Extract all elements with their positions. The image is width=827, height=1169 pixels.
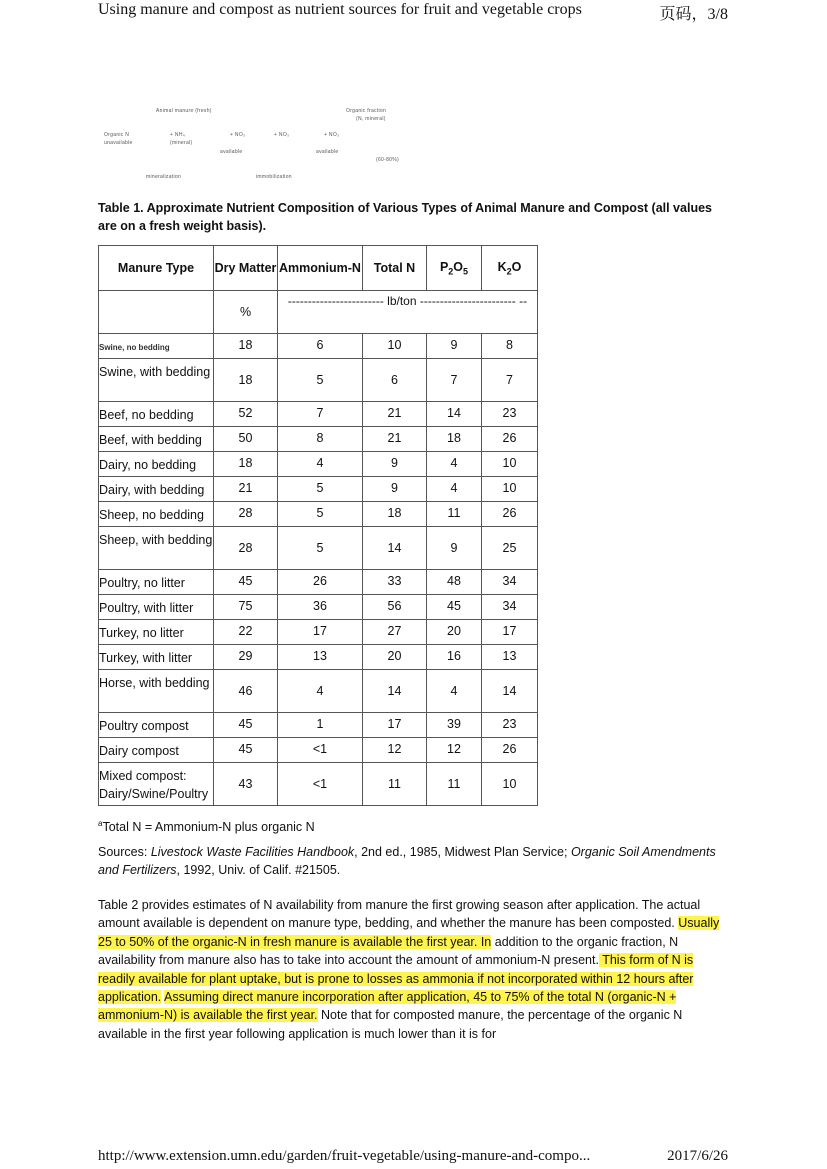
diagram-label: (N, mineral) — [356, 116, 386, 122]
cell-value: 14 — [363, 527, 427, 570]
cell-value: 18 — [214, 334, 278, 359]
cell-value: 6 — [363, 359, 427, 402]
cell-value: 26 — [482, 427, 538, 452]
cell-value: 34 — [482, 570, 538, 595]
cell-value: 17 — [482, 620, 538, 645]
cell-value: 5 — [278, 527, 363, 570]
cell-manure-type: Poultry, no litter — [99, 570, 214, 595]
cell-value: 18 — [427, 427, 482, 452]
cell-value: 17 — [363, 713, 427, 738]
diagram-label: + NO₃ — [324, 132, 340, 138]
units-lb-per-ton: ------------------------ lb/ton ------------------------ -- — [278, 291, 538, 334]
cell-value: 21 — [214, 477, 278, 502]
cell-manure-type: Sheep, with bedding — [99, 527, 214, 570]
cell-value: 4 — [278, 452, 363, 477]
cell-manure-type: Sheep, no bedding — [99, 502, 214, 527]
table-row — [99, 670, 538, 713]
diagram-label: mineralization — [146, 174, 182, 180]
header-page-number: 页码，3/8 — [659, 6, 728, 23]
cell-manure-type: Poultry, with litter — [99, 595, 214, 620]
table-row — [99, 502, 538, 527]
cell-value: 18 — [214, 359, 278, 402]
cell-value: 5 — [278, 359, 363, 402]
diagram-label: (mineral) — [170, 140, 193, 146]
table-row — [99, 359, 538, 402]
cell-value: 12 — [363, 738, 427, 763]
cell-value: 45 — [214, 738, 278, 763]
body-paragraph: Table 2 provides estimates of N availability from manure the first growing season after application. The actual amount available is dependent on manure type, bedding, and whether the manure has been composted. Usually 25 to 50% of the organic-N in fresh manure is available the first year. In addition to the organic fraction, N availability from manure also has to take into account the amount of ammonium-N present. This form of N is readily available for plant uptake, but is prone to losses as ammonia if not incorporated within 12 hours after application. Assuming direct manure incorporation after application, 45 to 75% of the total N (organic-N + ammonium-N) is available the first year. Note that for composted manure, the percentage of the organic N available in the first year following application is much lower than it is for — [98, 898, 720, 1041]
cell-value: 39 — [427, 713, 482, 738]
cell-value: 20 — [427, 620, 482, 645]
cell-manure-type: Dairy, no bedding — [99, 452, 214, 477]
cell-value: 16 — [427, 645, 482, 670]
cell-value: 6 — [278, 334, 363, 359]
sources-note: Sources: Livestock Waste Facilities Handbook, 2nd ed., 1985, Midwest Plan Service; Organic Soil Amendments and Fertilizers, 1992, Univ. of Calif. #21505. — [98, 845, 716, 877]
cell-manure-type: Poultry compost — [99, 713, 214, 738]
cell-value: 75 — [214, 595, 278, 620]
table-row — [99, 738, 538, 763]
table-row — [99, 477, 538, 502]
col-header-p2o5: $P_2O_5$ — [427, 246, 482, 291]
cell-value: 11 — [427, 763, 482, 806]
diagram-label: available — [220, 149, 243, 155]
cell-manure-type: Turkey, with litter — [99, 645, 214, 670]
table-caption: Table 1. Approximate Nutrient Composition of Various Types of Animal Manure and Compost (all values are on a fresh weight basis). — [98, 201, 712, 233]
cell-value: 34 — [482, 595, 538, 620]
page-header — [98, 0, 728, 24]
page-footer — [98, 1148, 728, 1168]
table-row — [99, 570, 538, 595]
cell-value: 7 — [482, 359, 538, 402]
cell-value: 14 — [482, 670, 538, 713]
cell-value: 48 — [427, 570, 482, 595]
diagram-label: unavailable — [104, 140, 133, 146]
cell-value: 29 — [214, 645, 278, 670]
col-header-dry-matter: Dry Matter — [214, 246, 278, 291]
cell-value: 21 — [363, 427, 427, 452]
cell-value: 14 — [427, 402, 482, 427]
cell-value: 21 — [363, 402, 427, 427]
cell-value: 1 — [278, 713, 363, 738]
cell-value: 9 — [363, 477, 427, 502]
cell-manure-type: Dairy compost — [99, 738, 214, 763]
col-header-manure-type: Manure Type — [99, 246, 214, 291]
diagram-label: available — [316, 149, 339, 155]
table-row — [99, 645, 538, 670]
header-title: Using manure and compost as nutrient sources for fruit and vegetable crops — [98, 1, 582, 18]
cell-value: 45 — [214, 713, 278, 738]
cell-value: 45 — [214, 570, 278, 595]
footer-date: 2017/6/26 — [667, 1148, 728, 1164]
cell-value: 26 — [482, 738, 538, 763]
units-empty-cell — [99, 291, 214, 334]
cell-manure-type: Swine, no bedding — [99, 334, 214, 359]
diagram-label: + NO₃ — [274, 132, 290, 138]
cell-value: 50 — [214, 427, 278, 452]
cell-value: 14 — [363, 670, 427, 713]
cell-manure-type: Beef, with bedding — [99, 427, 214, 452]
cell-value: 10 — [482, 452, 538, 477]
diagram-label: immobilization — [256, 174, 292, 180]
cell-manure-type: Dairy, with bedding — [99, 477, 214, 502]
cell-value: 26 — [278, 570, 363, 595]
cell-value: 11 — [363, 763, 427, 806]
cell-value: 10 — [363, 334, 427, 359]
cell-value: 4 — [427, 477, 482, 502]
cell-manure-type: Swine, with bedding — [99, 359, 214, 402]
cell-value: 8 — [278, 427, 363, 452]
table-row — [99, 595, 538, 620]
cell-value: 9 — [427, 334, 482, 359]
cell-manure-type: Horse, with bedding — [99, 670, 214, 713]
cell-value: 9 — [363, 452, 427, 477]
cell-value: 28 — [214, 527, 278, 570]
cell-value: 56 — [363, 595, 427, 620]
cell-value: 10 — [482, 477, 538, 502]
cell-value: 26 — [482, 502, 538, 527]
table-header-row — [99, 246, 538, 291]
highlight: This form of N is readily available for plant uptake, but is prone to losses as ammonia if not incorporated within 12 hours after application. — [98, 953, 694, 1005]
cell-value: 5 — [278, 477, 363, 502]
col-header-k2o: $K_2O$ — [482, 246, 538, 291]
table-footnote: $^a$Total N = Ammonium-N plus organic N — [98, 819, 315, 835]
cell-manure-type: Beef, no bedding — [99, 402, 214, 427]
cell-value: 12 — [427, 738, 482, 763]
units-dry-percent: % — [214, 291, 278, 334]
col-header-ammonium-n: Ammonium-N — [278, 246, 363, 291]
cell-value: 23 — [482, 402, 538, 427]
cell-value: 7 — [427, 359, 482, 402]
col-header-total-n: Total N — [363, 246, 427, 291]
cell-value: 18 — [214, 452, 278, 477]
table-row — [99, 620, 538, 645]
table-row — [99, 427, 538, 452]
cell-value: 4 — [427, 452, 482, 477]
footer-url: http://www.extension.umn.edu/garden/fruit-vegetable/using-manure-and-compo... — [98, 1148, 591, 1164]
cell-value: 22 — [214, 620, 278, 645]
table-row — [99, 452, 538, 477]
cell-value: 45 — [427, 595, 482, 620]
nitrogen-diagram-image — [98, 100, 418, 182]
table-row — [99, 334, 538, 359]
table-row — [99, 763, 538, 806]
cell-value: 25 — [482, 527, 538, 570]
diagram-label: Organic fraction — [346, 108, 387, 114]
cell-value: <1 — [278, 738, 363, 763]
diagram-label: (60-80%) — [376, 157, 399, 163]
cell-value: <1 — [278, 763, 363, 806]
cell-value: 5 — [278, 502, 363, 527]
cell-value: 18 — [363, 502, 427, 527]
cell-value: 52 — [214, 402, 278, 427]
cell-value: 28 — [214, 502, 278, 527]
cell-value: 17 — [278, 620, 363, 645]
table-row — [99, 527, 538, 570]
highlight: Usually 25 to 50% of the organic-N in fresh manure is available the first year. In — [98, 916, 720, 949]
cell-value: 4 — [427, 670, 482, 713]
cell-value: 20 — [363, 645, 427, 670]
highlight: Assuming direct manure incorporation after application, 45 to 75% of the total N (organic-N + ammonium-N) is available the first year. — [98, 990, 677, 1023]
cell-value: 23 — [482, 713, 538, 738]
cell-value: 36 — [278, 595, 363, 620]
cell-value: 8 — [482, 334, 538, 359]
cell-value: 13 — [482, 645, 538, 670]
diagram-label: + NH₄ — [170, 132, 186, 138]
table-units-row — [99, 291, 538, 334]
nutrient-table — [98, 245, 538, 806]
table-row — [99, 713, 538, 738]
cell-manure-type: Turkey, no litter — [99, 620, 214, 645]
cell-value: 11 — [427, 502, 482, 527]
cell-value: 7 — [278, 402, 363, 427]
diagram-label: Animal manure (fresh) — [156, 108, 212, 114]
cell-manure-type: Mixed compost: Dairy/Swine/Poultry — [99, 763, 214, 806]
cell-value: 10 — [482, 763, 538, 806]
cell-value: 13 — [278, 645, 363, 670]
cell-value: 9 — [427, 527, 482, 570]
cell-value: 43 — [214, 763, 278, 806]
diagram-label: + NO₃ — [230, 132, 246, 138]
cell-value: 33 — [363, 570, 427, 595]
cell-value: 27 — [363, 620, 427, 645]
table-row — [99, 402, 538, 427]
diagram-label: Organic N — [104, 132, 130, 138]
cell-value: 4 — [278, 670, 363, 713]
cell-value: 46 — [214, 670, 278, 713]
